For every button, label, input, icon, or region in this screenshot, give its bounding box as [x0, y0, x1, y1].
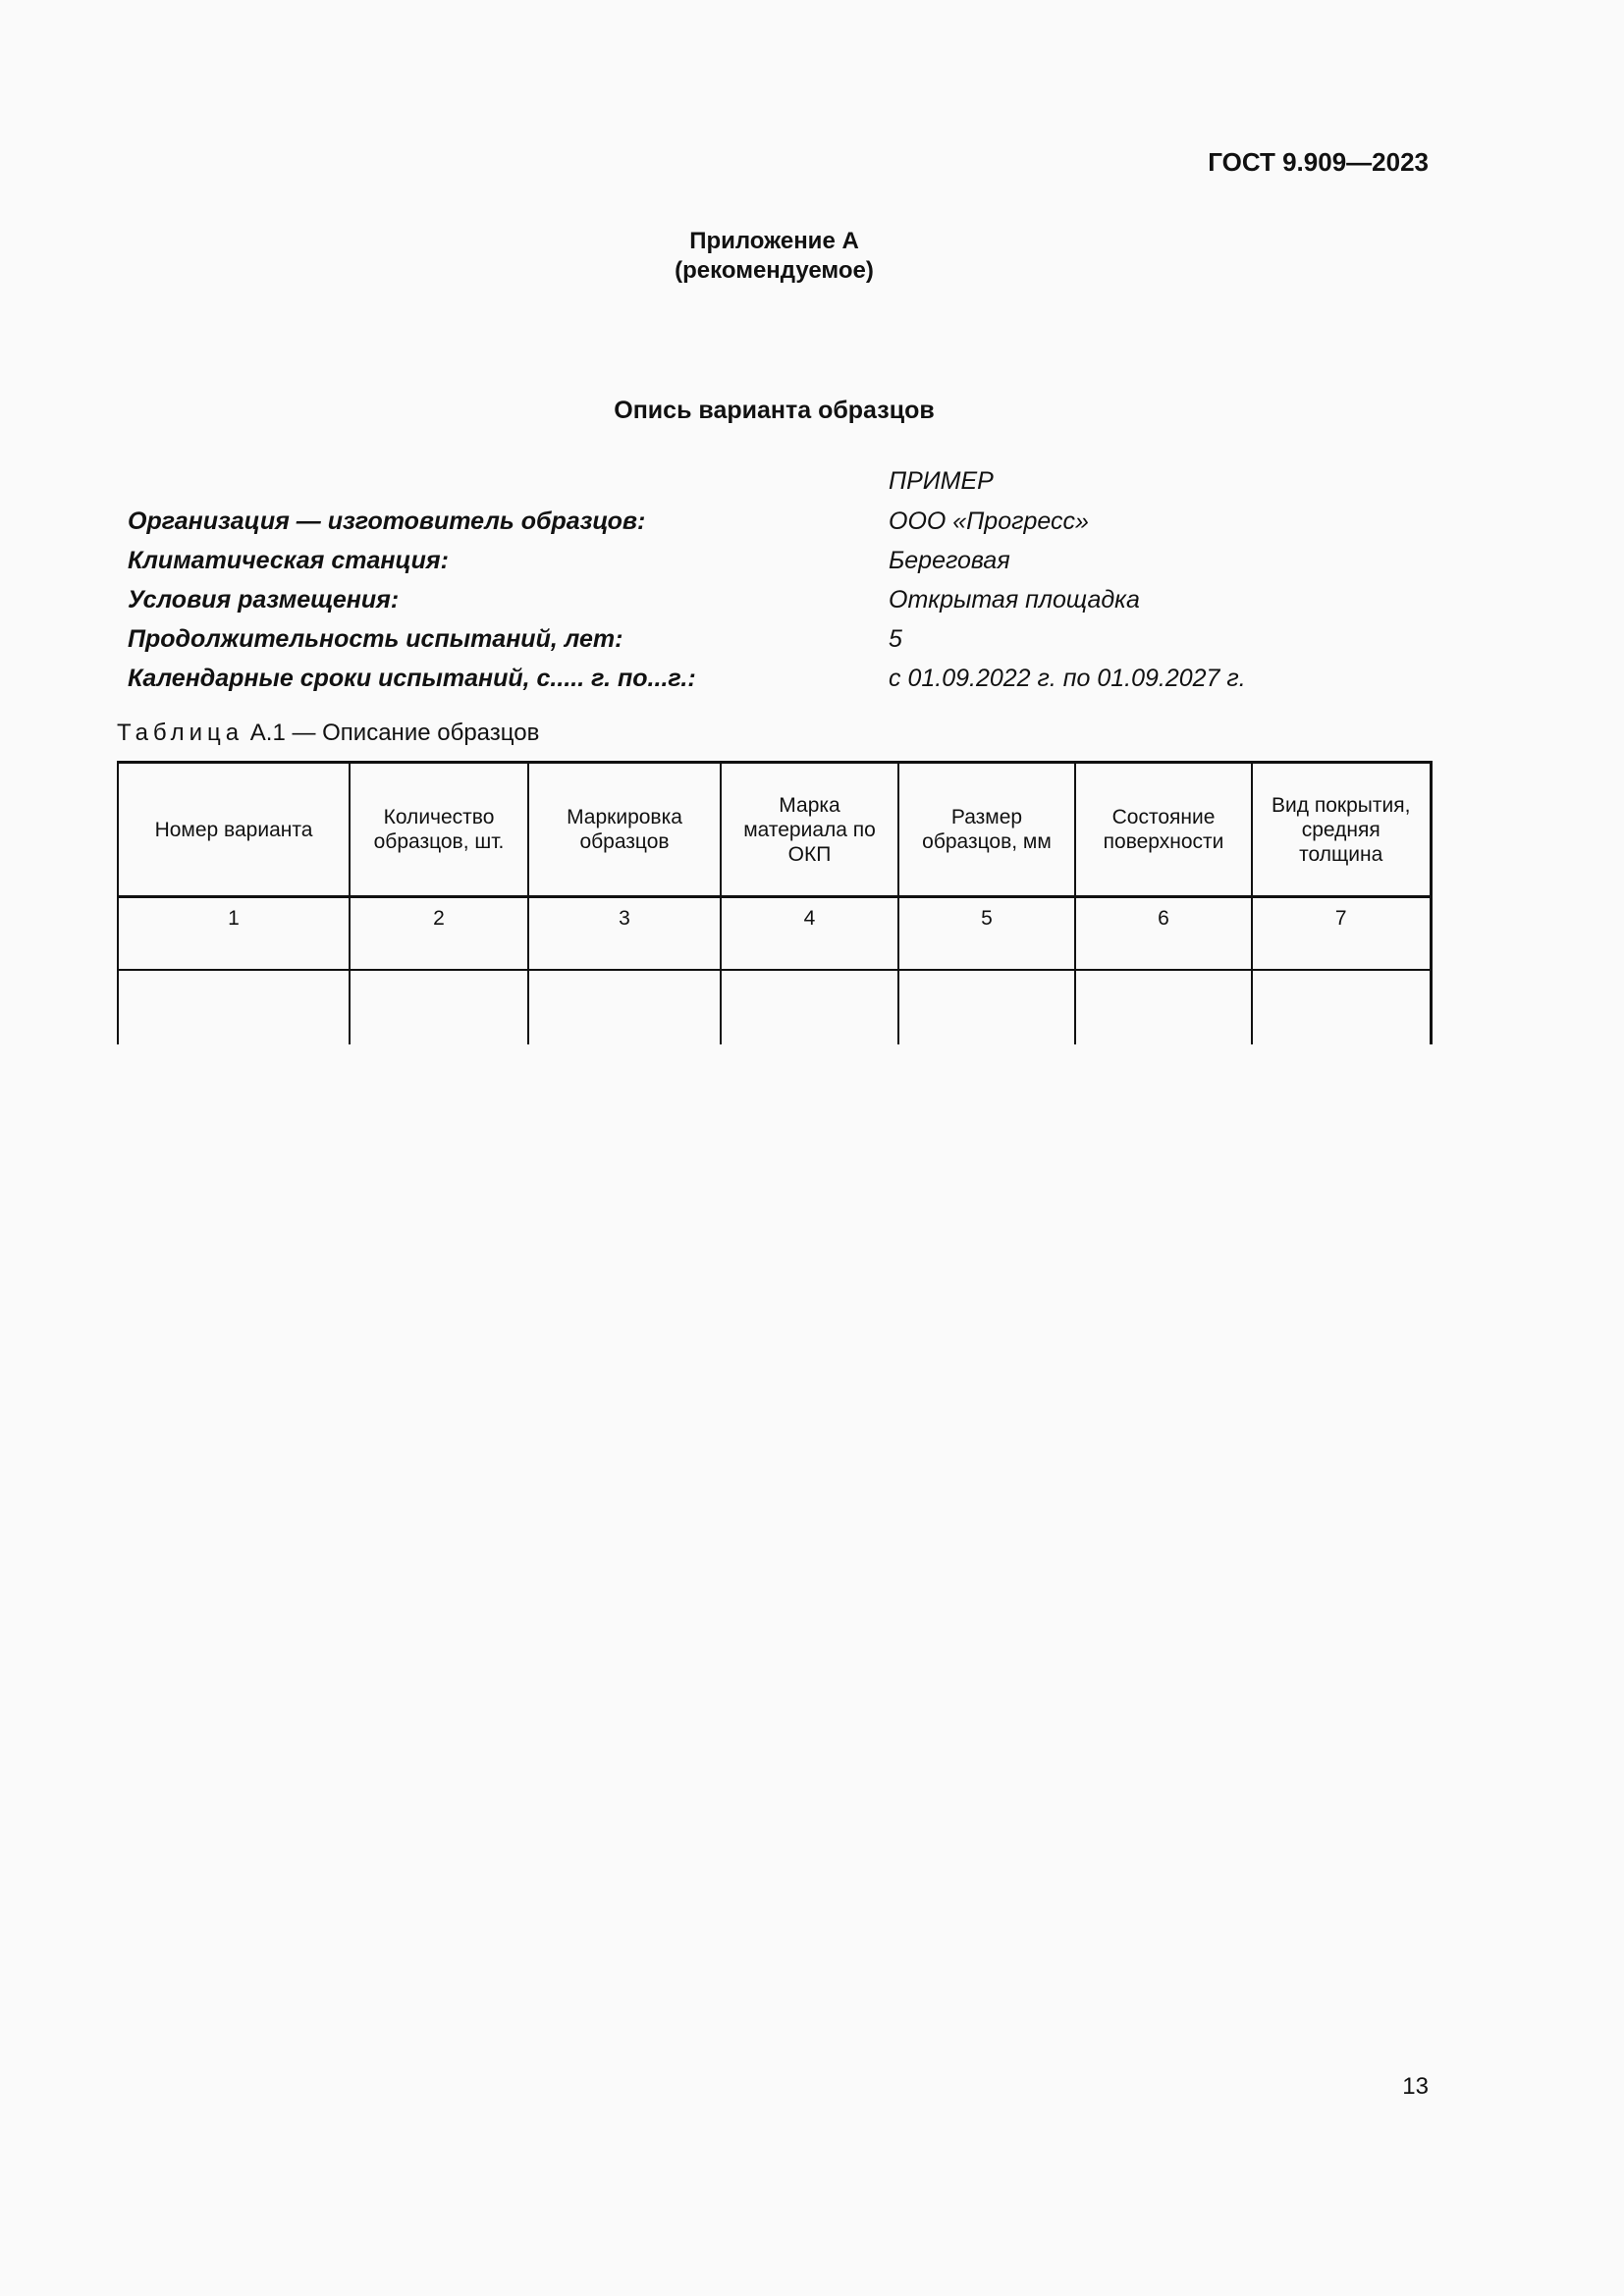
column-number: 3: [528, 897, 721, 971]
appendix-title: Приложение А: [689, 228, 859, 254]
empty-cell: [898, 970, 1075, 1044]
column-number: 6: [1075, 897, 1252, 971]
column-number: 4: [721, 897, 898, 971]
column-number: 5: [898, 897, 1075, 971]
field-value: с 01.09.2022 г. по 01.09.2027 г.: [889, 665, 1246, 692]
column-number: 1: [118, 897, 350, 971]
field-label: Условия размещения:: [128, 586, 400, 614]
header-cell: Количество образцов, шт.: [350, 763, 528, 897]
empty-cell: [528, 970, 721, 1044]
caption-prefix: Таблица: [117, 720, 244, 746]
field-label: Климатическая станция:: [128, 547, 449, 574]
appendix-subtitle: (рекомендуемое): [675, 257, 874, 284]
empty-cell: [721, 970, 898, 1044]
field-value: ООО «Прогресс»: [889, 507, 1089, 535]
header-cell: Вид покрытия, средняя толщина: [1252, 763, 1431, 897]
field-label: Организация — изготовитель образцов:: [128, 507, 646, 535]
field-label: Календарные сроки испытаний, с..... г. по...г.:: [128, 665, 696, 692]
column-number: 2: [350, 897, 528, 971]
header-cell: Состояние поверхности: [1075, 763, 1252, 897]
header-cell: Размер образцов, мм: [898, 763, 1075, 897]
field-value: 5: [889, 625, 902, 653]
empty-cell: [1252, 970, 1431, 1044]
header-cell: Марка материала по ОКП: [721, 763, 898, 897]
field-label: Продолжительность испытаний, лет:: [128, 625, 623, 653]
empty-cell: [350, 970, 528, 1044]
empty-cell: [1075, 970, 1252, 1044]
page-number: 13: [1402, 2073, 1429, 2100]
table-header-row: [118, 763, 1431, 897]
column-number: 7: [1252, 897, 1431, 971]
column-number-row: [118, 897, 1431, 971]
section-title: Опись варианта образцов: [614, 397, 935, 424]
field-value: Открытая площадка: [889, 586, 1140, 614]
example-label: ПРИМЕР: [889, 467, 994, 495]
samples-table: [117, 761, 1433, 1044]
table-row: [118, 970, 1431, 1044]
empty-cell: [118, 970, 350, 1044]
header-cell: Номер варианта: [118, 763, 350, 897]
table-caption: [117, 720, 539, 747]
header-cell: Маркировка образцов: [528, 763, 721, 897]
caption-text: А.1 — Описание образцов: [249, 720, 540, 746]
standard-number: ГОСТ 9.909—2023: [1208, 147, 1429, 177]
field-value: Береговая: [889, 547, 1010, 574]
